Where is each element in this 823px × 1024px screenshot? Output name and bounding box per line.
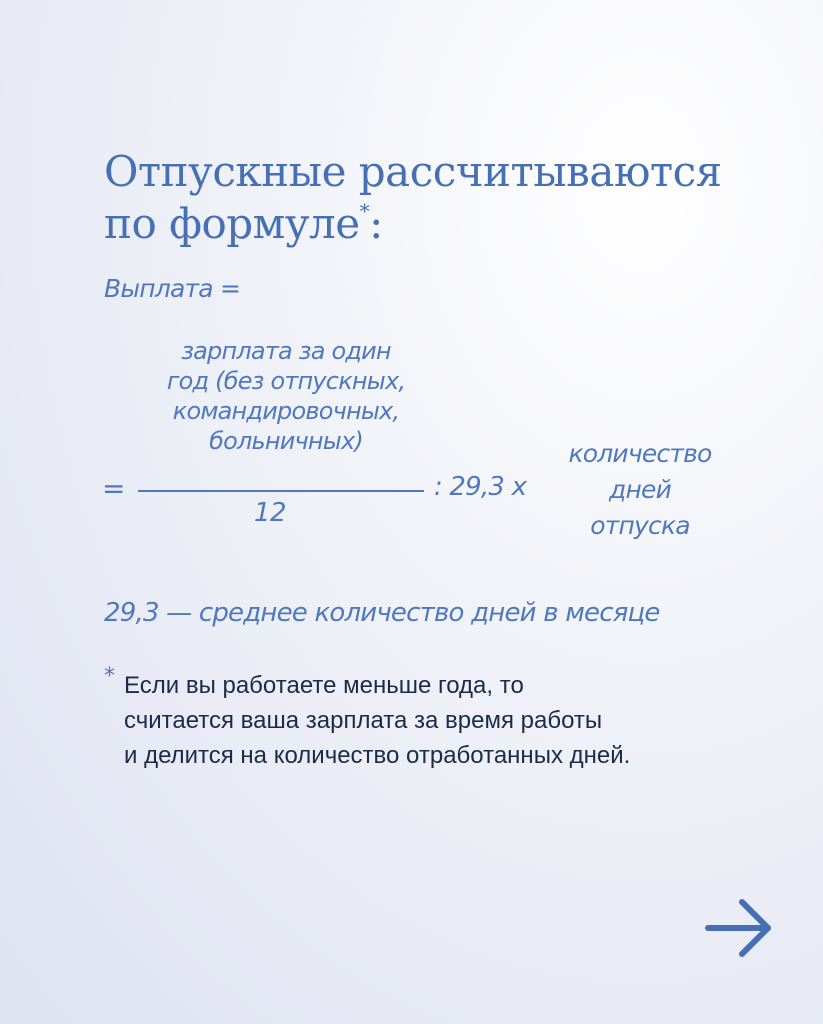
formula-denominator: 12 (254, 498, 287, 528)
formula-numerator (106, 336, 466, 456)
days-line-1: количество (568, 439, 712, 468)
numerator-line-1: зарплата за один (181, 337, 391, 365)
formula-divide-part: : 29,3 х (434, 472, 527, 502)
footnote-text (124, 668, 630, 773)
numerator-line-4: больничных) (209, 427, 363, 455)
footnote-asterisk: * (104, 664, 115, 689)
title-line-2-text: по формуле (104, 199, 360, 248)
title-line-2 (104, 198, 722, 250)
title-colon: : (369, 199, 383, 248)
footnote-line-1: Если вы работаете меньше года, то (124, 672, 524, 699)
equals-sign: = (102, 472, 126, 505)
numerator-line-2: год (без отпускных, (166, 367, 406, 395)
page-title (104, 146, 722, 250)
days-line-2: дней (608, 475, 672, 504)
fraction-line (138, 490, 424, 492)
vacation-days-block (540, 436, 740, 544)
average-days-note: 29,3 — среднее количество дней в месяце (104, 598, 660, 628)
title-line-1: Отпускные рассчитываются (104, 147, 722, 196)
arrow-right-icon[interactable] (704, 896, 776, 960)
days-line-3: отпуска (590, 511, 690, 540)
payout-label: Выплата = (104, 274, 241, 303)
numerator-line-3: командировочных, (172, 397, 400, 425)
footnote-line-2: считается ваша зарплата за время работы (124, 707, 603, 734)
footnote-line-3: и делится на количество отработанных дней. (124, 742, 631, 769)
title-asterisk: * (359, 199, 370, 223)
